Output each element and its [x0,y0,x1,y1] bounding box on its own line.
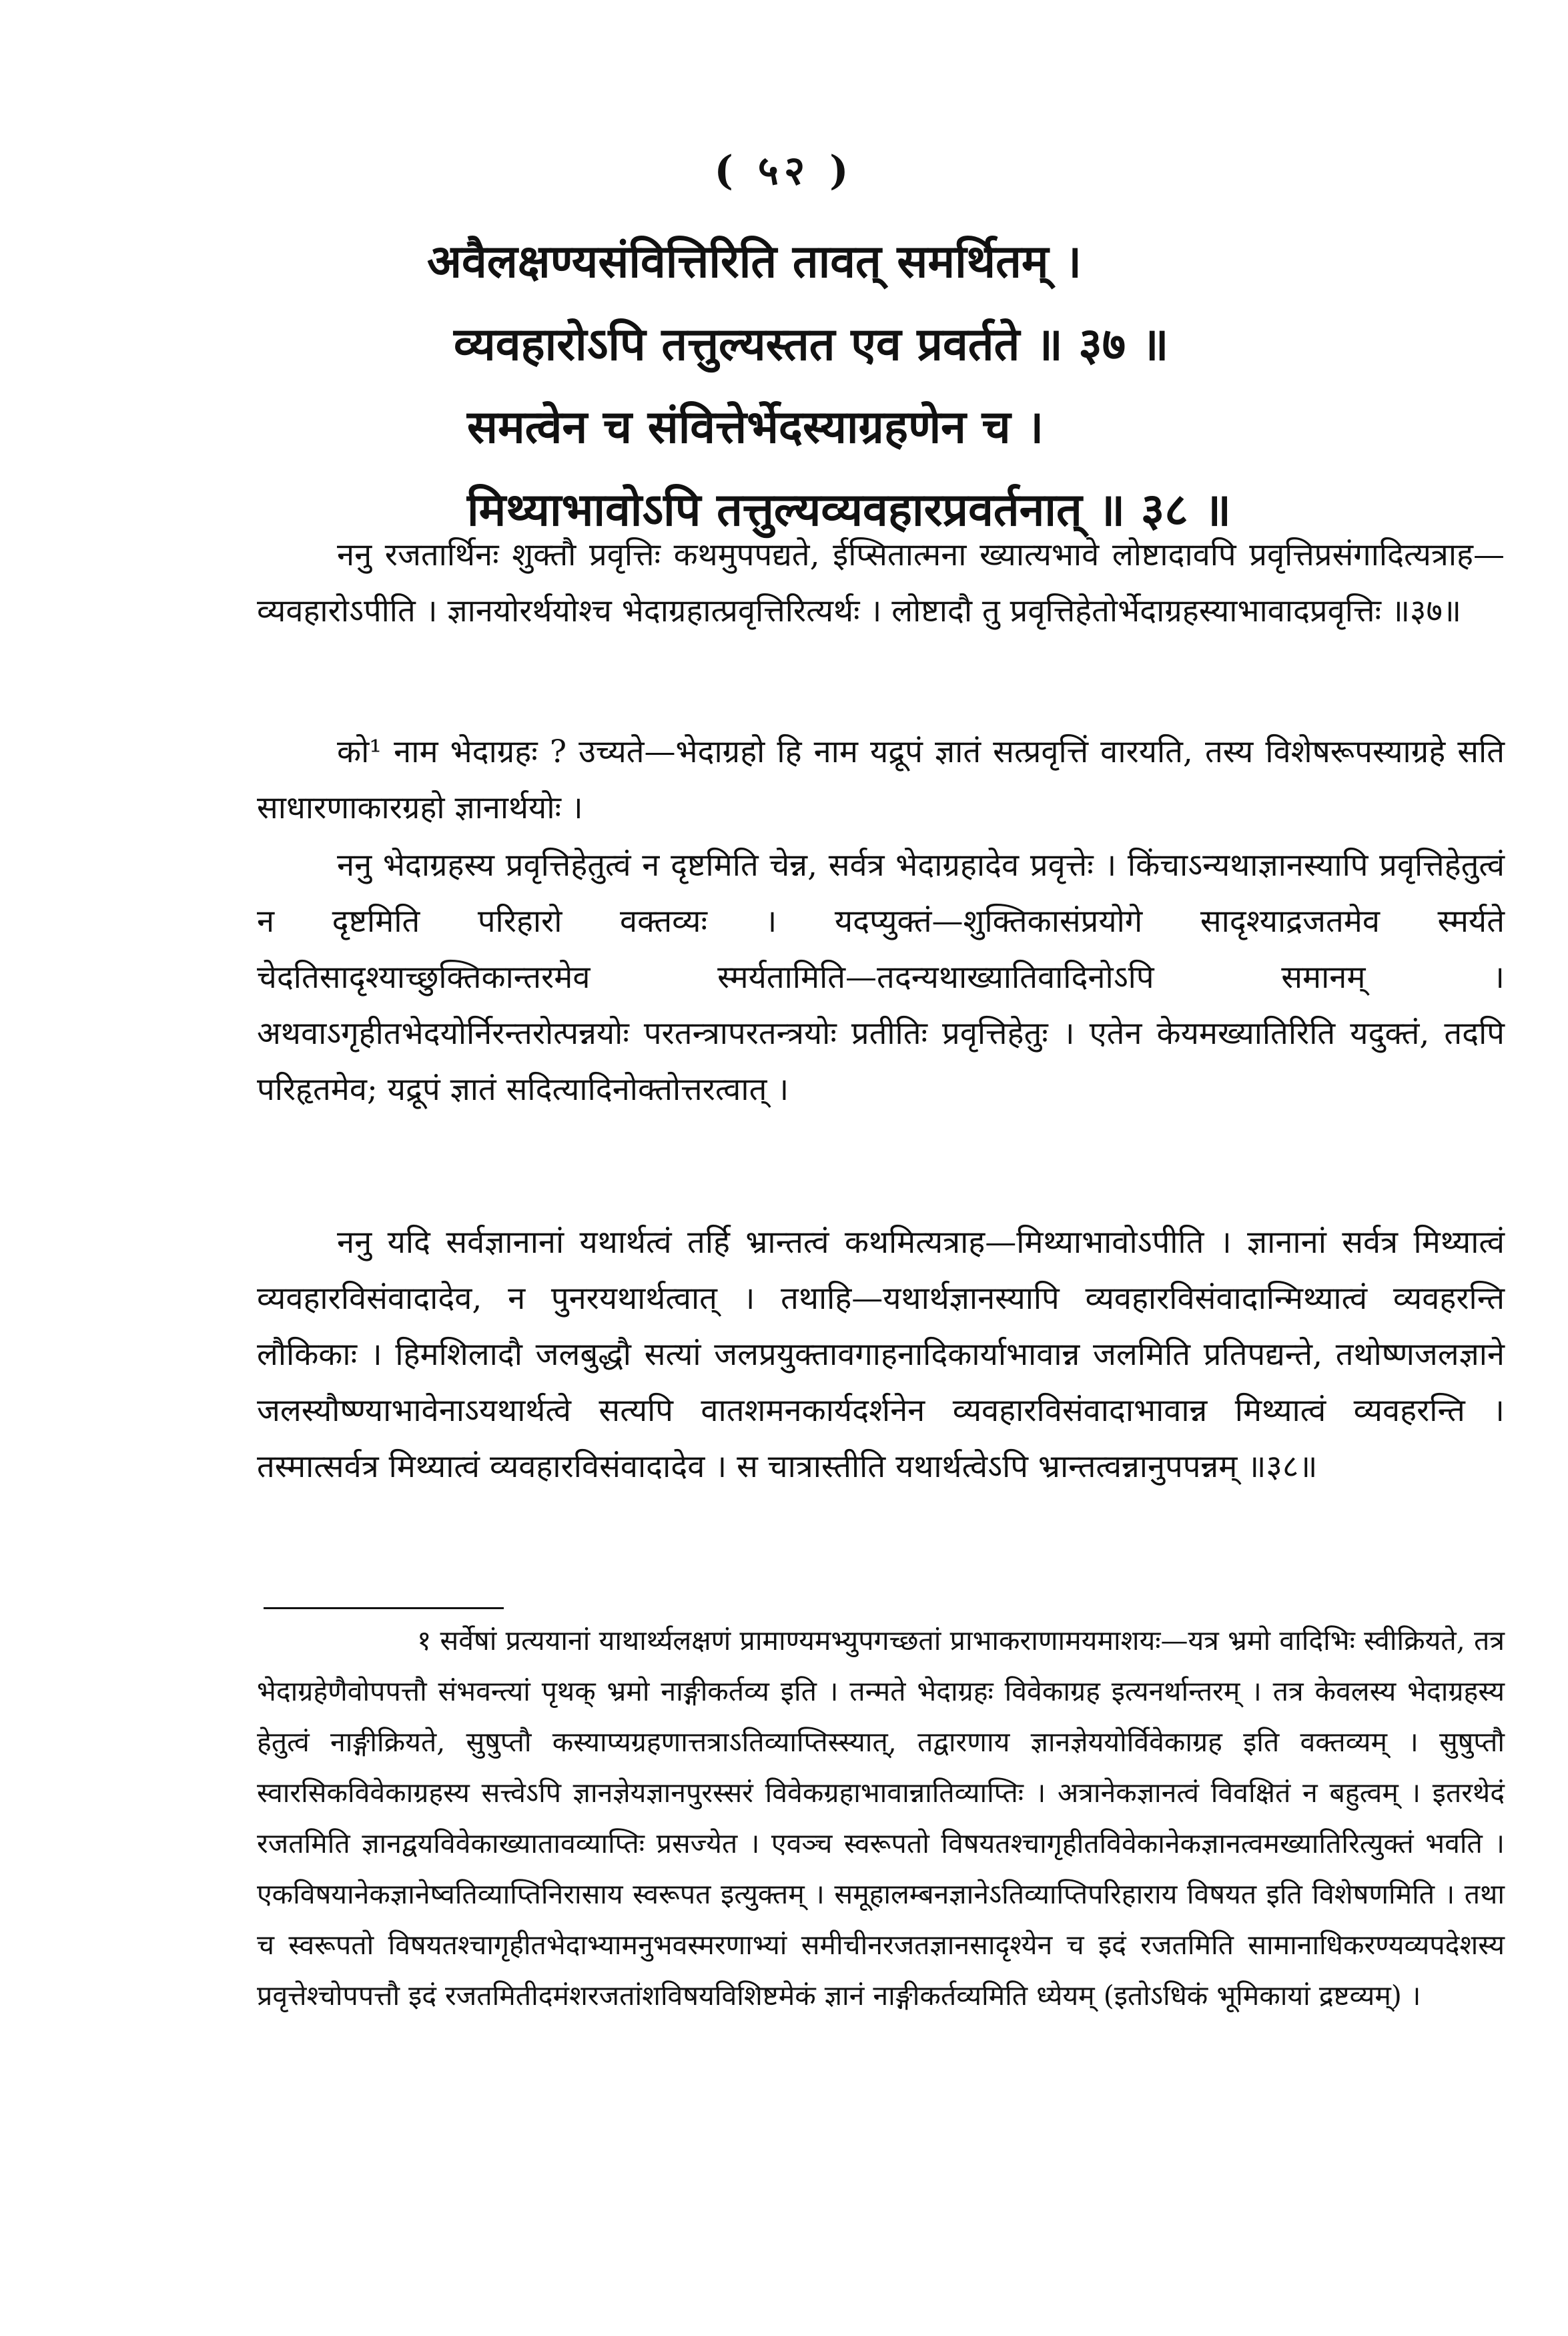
commentary-block [257,838,1505,1118]
footnote-block [257,1615,1505,2021]
verse-line: मिथ्याभावोऽपि तत्तुल्यव्यवहारप्रवर्तनात् ॥ ३८ ॥ [467,483,1231,537]
verse-block [427,220,1495,551]
footnote-divider [264,1607,504,1609]
commentary-paragraph: ननु रजतार्थिनः शुक्तौ प्रवृत्तिः कथमुपपद्यते, ईप्सितात्मना ख्यात्यभावे लोष्टादावपि प्रवृत्तिप्रसंगादित्यत्राह—व्यवहारोऽपीति । ज्ञानयोरर्थयोश्च भेदाग्रहात्प्रवृत्तिरित्यर्थः । लोष्टादौ तु प्रवृत्तिहेतोर्भेदाग्रहस्याभावादप्रवृत्तिः ॥३७॥ [257,537,1505,629]
verse-line: समत्वेन च संवित्तेर्भेदस्याग्रहणेन च । [467,400,1044,454]
commentary-paragraph: ननु यदि सर्वज्ञानानां यथार्थत्वं तर्हि भ्रान्तत्वं कथमित्यत्राह—मिथ्याभावोऽपीति । ज्ञानानां सर्वत्र मिथ्यात्वं व्यवहारविसंवादादेव, न पुनरयथार्थत्वात् । तथाहि—यथार्थज्ञानस्यापि व्यवहारविसंवादान्मिथ्यात्वं व्यवहरन्ति लौकिकाः । हिमशिलादौ जलबुद्धौ सत्यां जलप्रयुक्तावगाहनादिकार्याभावान्न जलमिति प्रतिपद्यन्ते, तथोष्णजलज्ञाने जलस्यौष्ण्याभावेनाऽयथार्थत्वे सत्यपि वातशमनकार्यदर्शनेन व्यवहारविसंवादाभावान्न मिथ्यात्वं व्यवहरन्ति । तस्मात्सर्वत्र मिथ्यात्वं व्यवहारविसंवादादेव । स चात्रास्तीति यथार्थत्वेऽपि भ्रान्तत्वन्नानुपपन्नम् ॥३८॥ [257,1224,1505,1485]
verse-line: व्यवहारोऽपि तत्तुल्यस्तत एव प्रवर्तते ॥ ३७ ॥ [454,318,1169,371]
commentary-paragraph: को¹ नाम भेदाग्रहः ? उच्यते—भेदाग्रहो हि नाम यद्रूपं ज्ञातं सत्प्रवृत्तिं वारयति, तस्य विशेषरूपस्याग्रहे सति साधारणाकारग्रहो ज्ञानार्थयोः । [257,734,1505,826]
verse-line: अवैलक्षण्यसंवित्तिरिति तावत् समर्थितम् । [427,235,1082,288]
footnote-text: १ सर्वेषां प्रत्ययानां याथार्थ्यलक्षणं प्रामाण्यमभ्युपगच्छतां प्राभाकराणामयमाशयः—यत्र भ्रमो वादिभिः स्वीक्रियते, तत्र भेदाग्रहेणैवोपपत्तौ संभवन्त्यां पृथक् भ्रमो नाङ्गीकर्तव्य इति । तन्मते भेदाग्रहः विवेकाग्रह इत्यनर्थान्तरम् । तत्र केवलस्य भेदाग्रहस्य हेतुत्वं नाङ्गीक्रियते, सुषुप्तौ कस्याप्यग्रहणात्तत्राऽतिव्याप्तिस्स्यात्, तद्वारणाय ज्ञानज्ञेययोर्विवेकाग्रह इति वक्तव्यम् । सुषुप्तौ स्वारसिकविवेकाग्रहस्य सत्त्वेऽपि ज्ञानज्ञेयज्ञानपुरस्सरं विवेकग्रहाभावान्नातिव्याप्तिः । अत्रानेकज्ञानत्वं विवक्षितं न बहुत्वम् । इतरथेदं रजतमिति ज्ञानद्वयविवेकाख्यातावव्याप्तिः प्रसज्येत । एवञ्च स्वरूपतो विषयतश्चागृहीतविवेकानेकज्ञानत्वमख्यातिरित्युक्तं भवति । एकविषयानेकज्ञानेष्वतिव्याप्तिनिरासाय स्वरूपत इत्युक्तम् । समूहालम्बनज्ञानेऽतिव्याप्तिपरिहाराय विषयत इति विशेषणमिति । तथा च स्वरूपतो विषयतश्चागृहीतभेदाभ्यामनुभवस्मरणाभ्यां समीचीनरजतज्ञानसादृश्येन च इदं रजतमिति सामानाधिकरण्यव्यपदेशस्य प्रवृत्तेश्चोपपत्तौ इदं रजतमितीदमंशरजतांशविषयविशिष्टमेकं ज्ञानं नाङ्गीकर्तव्यमिति ध्येयम् (इतोऽधिकं भूमिकायां द्रष्टव्यम्) । [257,1625,1505,2012]
page-number: ( ५२ ) [714,148,854,194]
commentary-block [257,527,1505,639]
commentary-block [257,724,1505,836]
commentary-paragraph: ननु भेदाग्रहस्य प्रवृत्तिहेतुत्वं न दृष्टमिति चेन्न, सर्वत्र भेदाग्रहादेव प्रवृत्तेः । किंचाऽन्यथाज्ञानस्यापि प्रवृत्तिहेतुत्वं न दृष्टमिति परिहारो वक्तव्यः । यदप्युक्तं—शुक्तिकासंप्रयोगे सादृश्याद्रजतमेव स्मर्यते चेदतिसादृश्याच्छुक्तिकान्तरमेव स्मर्यतामिति—तदन्यथाख्यातिवादिनोऽपि समानम् । अथवाऽगृहीतभेदयोर्निरन्तरोत्पन्नयोः परतन्त्रापरतन्त्रयोः प्रतीतिः प्रवृत्तिहेतुः । एतेन केयमख्यातिरिति यदुक्तं, तदपि परिहृतमेव; यद्रूपं ज्ञातं सदित्यादिनोक्तोत्तरत्वात् । [257,847,1505,1108]
commentary-block [257,1215,1505,1495]
